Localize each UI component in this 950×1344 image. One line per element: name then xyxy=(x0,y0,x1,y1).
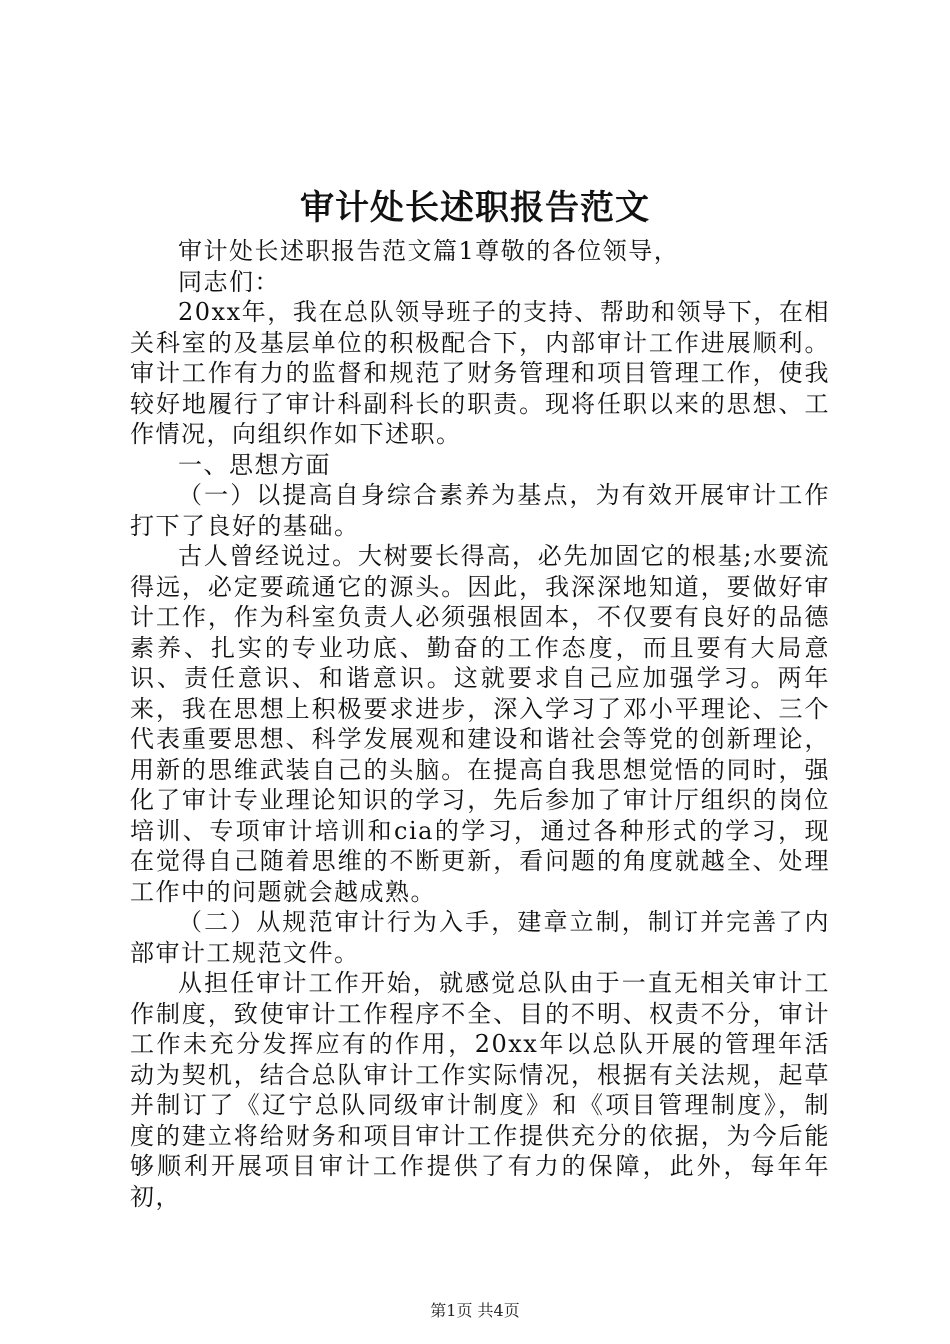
paragraph-greeting: 审计处长述职报告范文篇1尊敬的各位领导， xyxy=(178,237,680,265)
document-body xyxy=(130,236,830,1212)
paragraph-salutation: 同志们： xyxy=(178,267,280,296)
paragraph-regulation: 从担任审计工作开始，就感觉总队由于一直无相关审计工作制度，致使审计工作程序不全、目的不明、权责不分，审计工作未充分发挥应有的作用，20xx年以总队开展的管理年活动为契机，结合总队审计工作实际情况，根据有关法规，起草并制订了《辽宁总队同级审计制度》和《项目管理制度》，制度的建立将给财务和项目审计工作提供充分的依据，为今后能够顺利开展项目审计工作提供了有力的保障，此外，每年年初， xyxy=(130,969,830,1211)
subsection-heading-2: （二）从规范审计行为入手，建章立制，制订并完善了内部审计工规范文件。 xyxy=(130,908,830,967)
section-heading-thought: 一、思想方面 xyxy=(178,450,331,479)
paragraph-intro: 20xx年，我在总队领导班子的支持、帮助和领导下，在相关科室的及基层单位的积极配合下，内部审计工作进展顺利。审计工作有力的监督和规范了财务管理和项目管理工作，使我较好地履行了审计科副科长的职责。现将任职以来的思想、工作情况，向组织作如下述职。 xyxy=(130,298,830,448)
subsection-heading-1: （一）以提高自身综合素养为基点，为有效开展审计工作打下了良好的基础。 xyxy=(130,481,830,540)
paragraph-study: 古人曾经说过。大树要长得高，必先加固它的根基;水要流得远，必定要疏通它的源头。因此，我深深地知道，要做好审计工作，作为科室负责人必须强根固本，不仅要有良好的品德素养、扎实的专业功底、勤奋的工作态度，而且要有大局意识、责任意识、和谐意识。这就要求自己应加强学习。两年来，我在思想上积极要求进步，深入学习了邓小平理论、三个代表重要思想、科学发展观和建设和谐社会等党的创新理论，用新的思维武装自己的头脑。在提高自我思想觉悟的同时，强化了审计专业理论知识的学习，先后参加了审计厅组织的岗位培训、专项审计培训和cia的学习，通过各种形式的学习，现在觉得自己随着思维的不断更新，看问题的角度就越全、处理工作中的问题就会越成熟。 xyxy=(130,542,830,906)
page-footer: 第1页 共4页 xyxy=(430,1301,520,1320)
document-title: 审计处长述职报告范文 xyxy=(300,188,650,228)
